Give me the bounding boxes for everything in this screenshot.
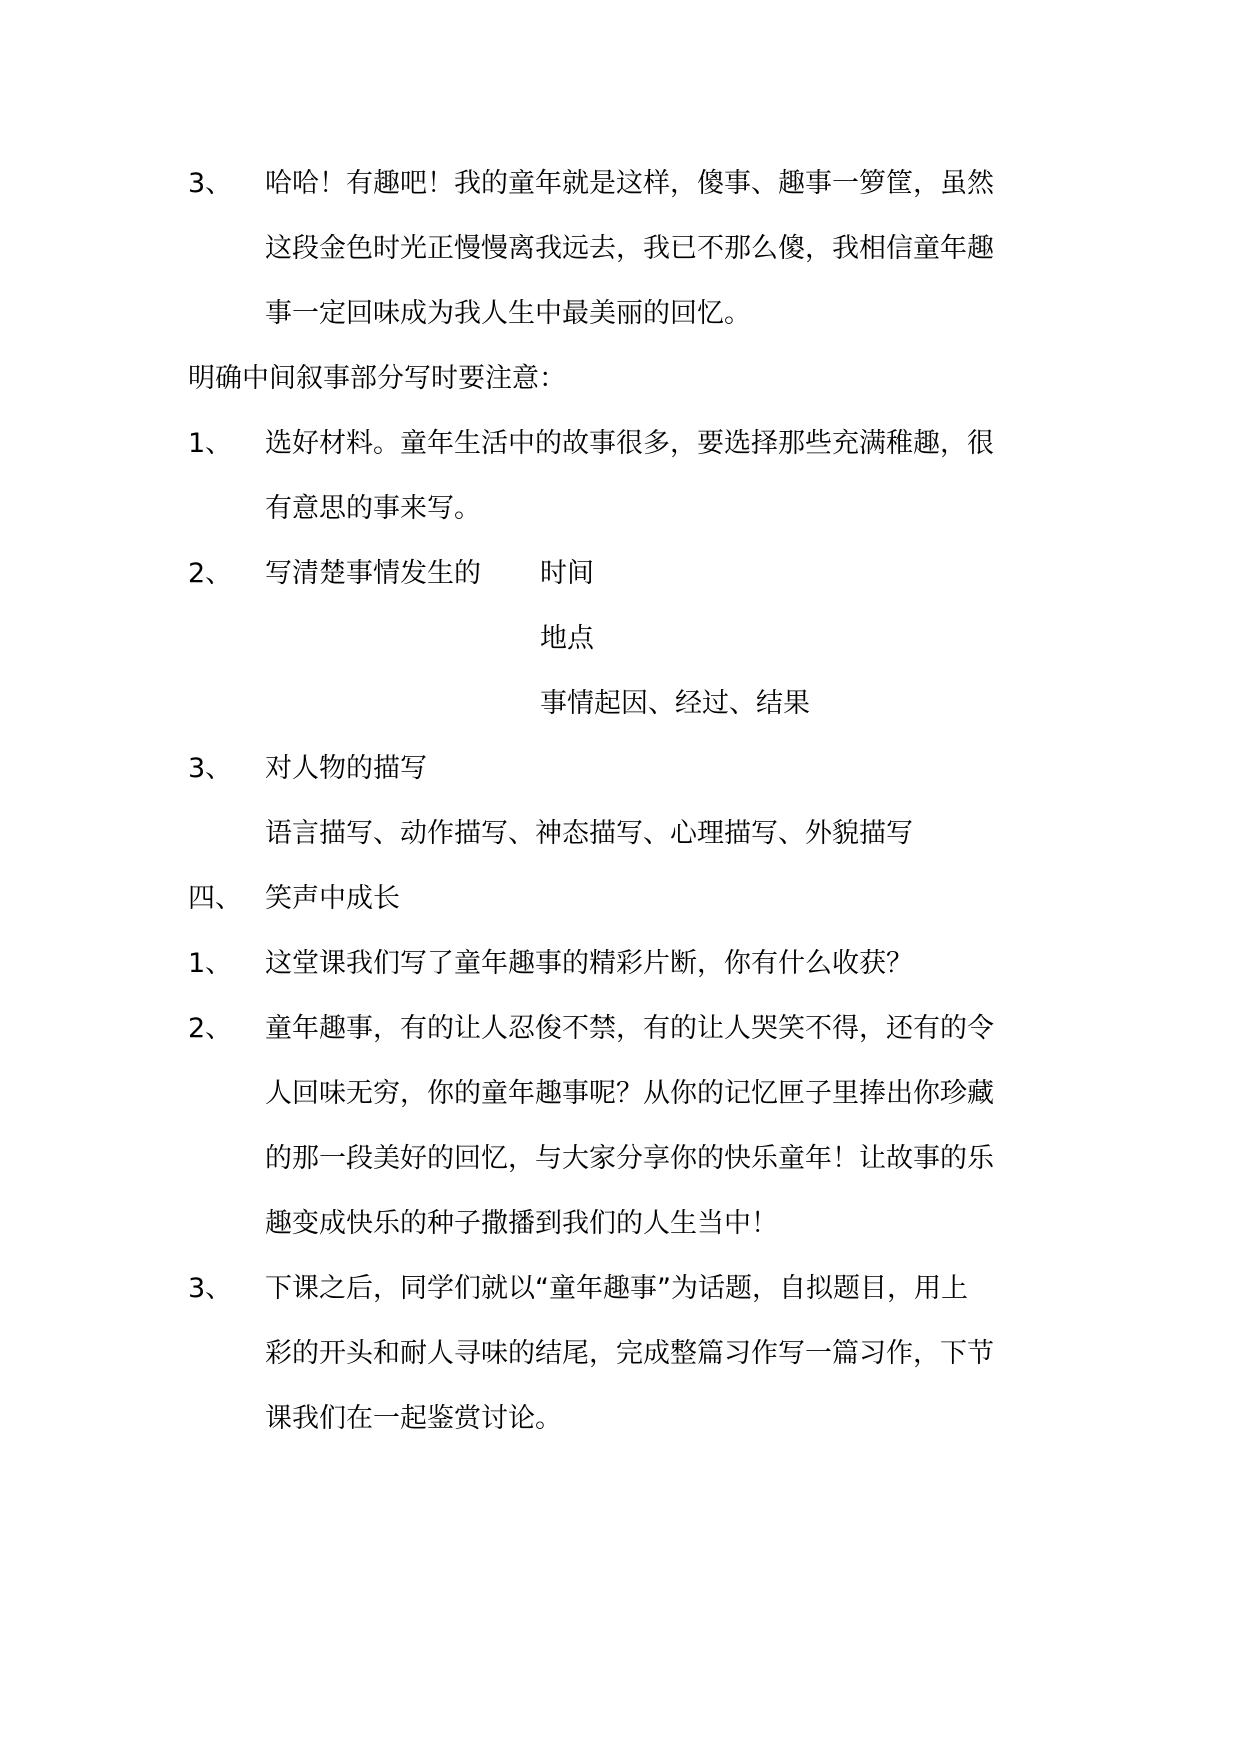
paragraph-line: 有意思的事来写。 [265,493,481,524]
detail-item: 时间 [540,558,594,589]
section-title: 笑声中成长 [265,883,400,914]
paragraph-line: 人回味无穷，你的童年趣事呢？从你的记忆匣子里捧出你珍藏 [265,1078,994,1109]
paragraph-line: 事一定回味成为我人生中最美丽的回忆。 [265,298,751,329]
paragraph-line: 趣变成快乐的种子撒播到我们的人生当中！ [265,1208,778,1239]
section-number: 四、 [188,883,242,914]
paragraph-line: 这堂课我们写了童年趣事的精彩片断，你有什么收获？ [265,948,913,979]
list-number: 2、 [188,558,233,589]
section-heading: 明确中间叙事部分写时要注意： [188,363,566,394]
list-number: 1、 [188,948,233,979]
paragraph-line: 下课之后，同学们就以“童年趣事”为话题，自拟题目，用上 [265,1273,968,1304]
list-number: 1、 [188,428,233,459]
paragraph-line: 的那一段美好的回忆，与大家分享你的快乐童年！让故事的乐 [265,1143,994,1174]
paragraph-line: 彩的开头和耐人寻味的结尾，完成整篇习作写一篇习作，下节 [265,1338,994,1369]
paragraph-line: 写清楚事情发生的 [265,558,481,589]
paragraph-line: 课我们在一起鉴赏讨论。 [265,1403,562,1434]
list-number: 2、 [188,1013,233,1044]
list-number: 3、 [188,1273,233,1304]
paragraph-line: 对人物的描写 [265,753,427,784]
list-number: 3、 [188,168,233,199]
detail-item: 事情起因、经过、结果 [540,688,810,719]
paragraph-line: 选好材料。童年生活中的故事很多，要选择那些充满稚趣，很 [265,428,994,459]
detail-item: 地点 [540,623,594,654]
paragraph-line: 哈哈！有趣吧！我的童年就是这样，傻事、趣事一箩筐，虽然 [265,168,994,199]
paragraph-line: 语言描写、动作描写、神态描写、心理描写、外貌描写 [265,818,913,849]
paragraph-line: 童年趣事，有的让人忍俊不禁，有的让人哭笑不得，还有的令 [265,1013,994,1044]
paragraph-line: 这段金色时光正慢慢离我远去，我已不那么傻，我相信童年趣 [265,233,994,264]
list-number: 3、 [188,753,233,784]
